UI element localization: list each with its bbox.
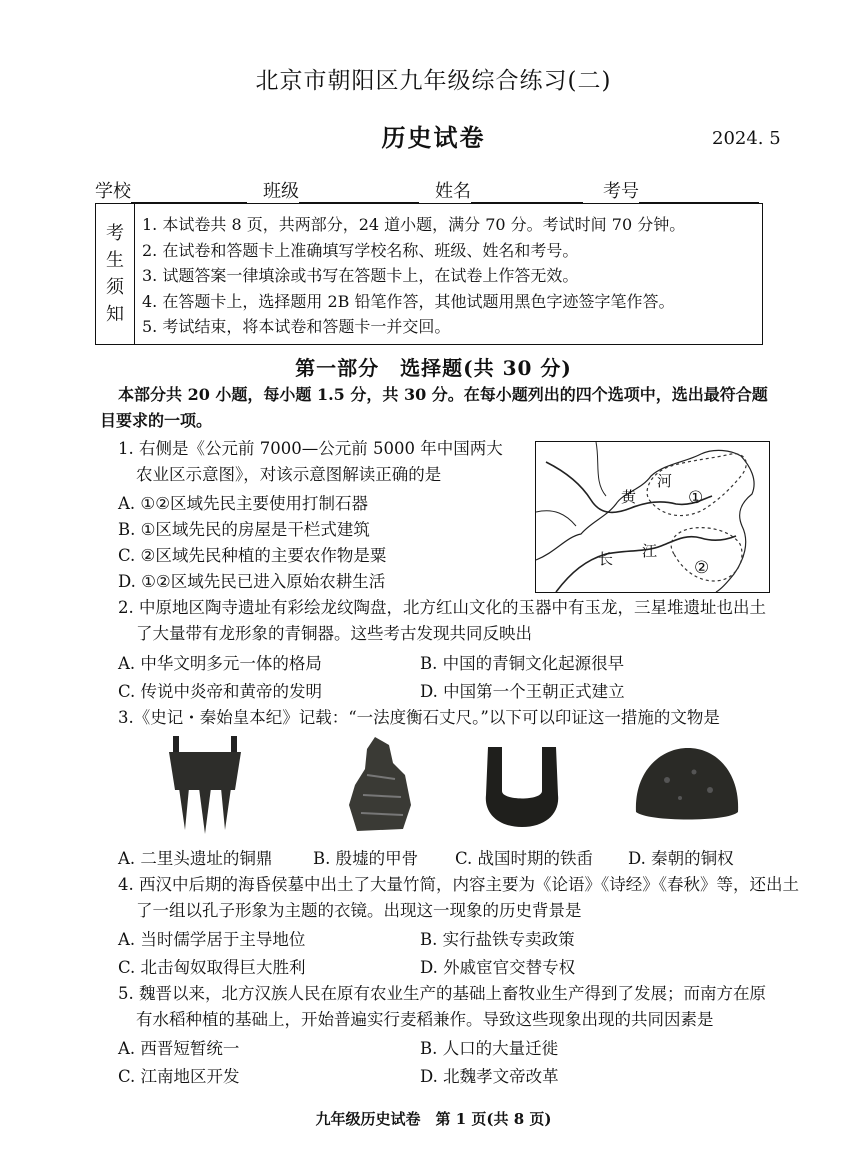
class-field[interactable]: 班级 (263, 177, 419, 203)
notice-item: 3. 试题答案一律填涂或书写在答题卡上，在试卷上作答无效。 (142, 266, 579, 285)
q4-option-a[interactable]: A. 当时儒学居于主导地位 (118, 930, 306, 949)
agriculture-region-map (535, 441, 770, 593)
subject-title: 历史试卷 (381, 123, 486, 152)
oracle-bone-image (345, 735, 415, 833)
q2-option-b[interactable]: B. 中国的青铜文化起源很早 (420, 654, 625, 673)
notice-item: 2. 在试卷和答题卡上准确填写学校名称、班级、姓名和考号。 (142, 240, 579, 260)
exam-number-field[interactable]: 考号 (603, 177, 759, 203)
q4-option-c[interactable]: C. 北击匈奴取得巨大胜利 (118, 958, 306, 977)
q5-option-b[interactable]: B. 人口的大量迁徙 (420, 1039, 559, 1058)
q1-option-d[interactable]: D. ①②区域先民已进入原始农耕生活 (118, 572, 386, 591)
iron-spade-image (480, 745, 565, 830)
q2-option-a[interactable]: A. 中华文明多元一体的格局 (118, 654, 322, 673)
bronze-weight-image (632, 742, 742, 824)
section-intro: 本部分共 20 小题，每小题 1.5 分，共 30 分。在每小题列出的四个选项中，选出最符合题目要求的一项。 (100, 385, 768, 430)
map-label-jiang: 江 (642, 542, 658, 560)
notice-item: 1. 本试卷共 8 页，共两部分，24 道小题，满分 70 分。考试时间 70 分钟。 (142, 215, 686, 234)
page-footer: 九年级历史试卷 第 1 页(共 8 页) (315, 1110, 552, 1128)
question-3-stem: 3.《史记・秦始皇本纪》记载：“一法度衡石丈尺。”以下可以印证这一措施的文物是 (118, 708, 720, 727)
q1-option-a[interactable]: A. ①②区域先民主要使用打制石器 (118, 494, 368, 513)
notice-item: 4. 在答题卡上，选择题用 2B 铅笔作答，其他试题用黑色字迹签字笔作答。 (142, 291, 675, 311)
map-label-he: 河 (657, 472, 673, 490)
q1-option-c[interactable]: C. ②区域先民种植的主要农作物是粟 (118, 546, 387, 565)
question-2-stem: 2. 中原地区陶寺遗址有彩绘龙纹陶盘，北方红山文化的玉器中有玉龙，三星堆遗址也出土 了大量带有龙形象的青铜器。这些考古发现共同反映出 (118, 598, 766, 643)
map-label-huang: 黄 (621, 488, 637, 506)
q3-option-c[interactable]: C. 战国时期的铁臿 (455, 849, 594, 868)
q5-option-c[interactable]: C. 江南地区开发 (118, 1067, 240, 1086)
question-4-stem: 4. 西汉中后期的海昏侯墓中出土了大量竹简，内容主要为《论语》《诗经》《春秋》等，还出土 了一组以孔子形象为主题的衣镜。出现这一现象的历史背景是 (118, 875, 799, 920)
q1-option-b[interactable]: B. ①区域先民的房屋是干栏式建筑 (118, 520, 370, 539)
q4-option-b[interactable]: B. 实行盐铁专卖政策 (420, 930, 575, 949)
question-5-stem: 5. 魏晋以来，北方汉族人民在原有农业生产的基础上畜牧业生产得到了发展；而南方在原 有水稻种植的基础上，开始普遍实行麦稻兼作。导致这些现象出现的共同因素是 (118, 984, 766, 1029)
map-region-2: ② (694, 558, 710, 578)
section-title: 第一部分 选择题(共 30 分) (295, 356, 572, 380)
map-drawing (536, 442, 769, 592)
q3-option-a[interactable]: A. 二里头遗址的铜鼎 (118, 849, 273, 868)
exam-title: 北京市朝阳区九年级综合练习(二) (255, 68, 612, 94)
question-1-stem: 1. 右侧是《公元前 7000—公元前 5000 年中国两大 农业区示意图》，对该示意图解读正确的是 (118, 439, 503, 484)
q5-option-a[interactable]: A. 西晋短暂统一 (118, 1039, 240, 1058)
q3-option-b[interactable]: B. 殷墟的甲骨 (313, 849, 419, 868)
name-field[interactable]: 姓名 (435, 177, 583, 203)
notice-item: 5. 考试结束，将本试卷和答题卡一并交回。 (142, 317, 451, 336)
q2-option-d[interactable]: D. 中国第一个王朝正式建立 (420, 682, 625, 701)
notice-side-label: 考 生 须 知 (96, 204, 135, 344)
bronze-ding-image (165, 730, 245, 835)
q3-option-d[interactable]: D. 秦朝的铜权 (628, 849, 734, 868)
notice-items (142, 212, 685, 340)
school-field[interactable]: 学校 (95, 177, 247, 203)
map-label-chang: 长 (598, 550, 614, 568)
candidate-notice-box (95, 203, 763, 345)
q2-option-c[interactable]: C. 传说中炎帝和黄帝的发明 (118, 682, 323, 701)
q4-option-d[interactable]: D. 外戚宦官交替专权 (420, 958, 576, 977)
q5-option-d[interactable]: D. 北魏孝文帝改革 (420, 1067, 559, 1086)
map-region-1: ① (688, 488, 704, 508)
exam-date: 2024. 5 (712, 128, 781, 149)
